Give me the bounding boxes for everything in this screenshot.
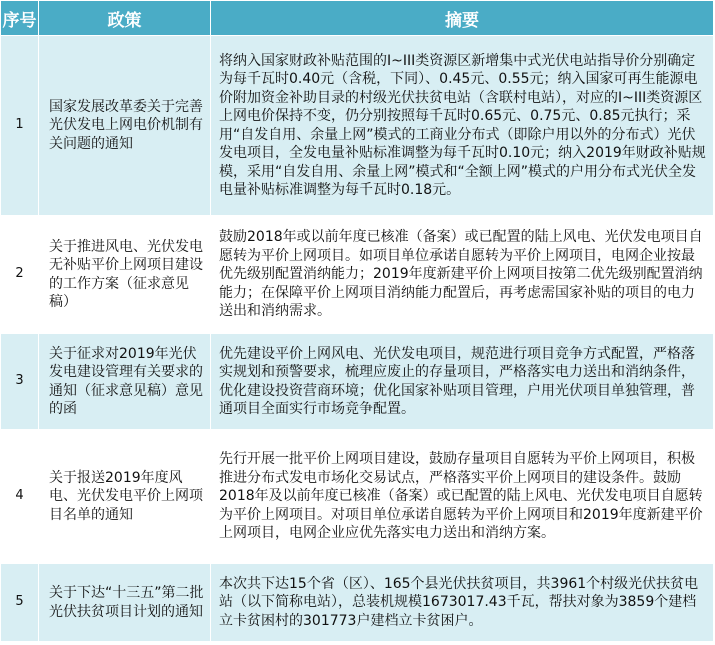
- row-policy: 关于下达“十三五”第二批光伏扶贫项目计划的通知: [39, 564, 211, 642]
- row-summary: 将纳入国家财政补贴范围的I~III类资源区新增集中式光伏电站指导价分别确定为每千瓦时0.40元（含税，下同）、0.45元、0.55元；纳入国家可再生能源电价附加资金补助目录的村级光伏扶贫电站（含联村电站），对应的I~III类资源区上网电价保持不变，仍分别按照每千瓦时0.65元、0.75元、0.85元执行；采用“自发自用、余量上网”模式的工商业分布式（即除户用以外的分布式）光伏发电项目，全发电量补贴标准调整为每千瓦时0.10元；纳入2019年财政补贴规模，采用“自发自用、余量上网”模式和“全额上网”模式的户用分布式光伏全发电量补贴标准调整为每千瓦时0.18元。: [211, 36, 714, 216]
- row-policy: 关于征求对2019年光伏发电建设管理有关要求的通知（征求意见稿）意见的函: [39, 334, 211, 430]
- row-summary: 鼓励2018年或以前年度已核准（备案）或已配置的陆上风电、光伏发电项目自愿转为平价上网项目。如项目单位承诺自愿转为平价上网项目，电网企业按最优先级别配置消纳能力；2019年度新建平价上网项目按第二优先级别配置消纳能力；在保障平价上网项目消纳能力配置后，再考虑需国家补贴的项目的电力送出和消纳需求。: [211, 216, 714, 334]
- header-policy: 政策: [39, 1, 211, 36]
- header-row: [1, 1, 714, 36]
- row-index: 2: [1, 216, 39, 334]
- row-policy: 关于推进风电、光伏发电无补贴平价上网项目建设的工作方案（征求意见稿）: [39, 216, 211, 334]
- row-policy: 国家发展改革委关于完善光伏发电上网电价机制有关问题的通知: [39, 36, 211, 216]
- table-row: [1, 36, 714, 216]
- table-row: [1, 216, 714, 334]
- table-row: [1, 430, 714, 564]
- row-index: 5: [1, 564, 39, 642]
- row-summary: 优先建设平价上网风电、光伏发电项目，规范进行项目竞争方式配置，严格落实规划和预警要求，梳理应废止的存量项目，严格落实电力送出和消纳条件，优化建设投资营商环境；优化国家补贴项目管理，户用光伏项目单独管理，普通项目全面实行市场竞争配置。: [211, 334, 714, 430]
- table-row: [1, 564, 714, 642]
- row-policy: 关于报送2019年度风电、光伏发电平价上网项目名单的通知: [39, 430, 211, 564]
- row-index: 4: [1, 430, 39, 564]
- table-row: [1, 334, 714, 430]
- row-index: 1: [1, 36, 39, 216]
- header-summary: 摘要: [211, 1, 714, 36]
- row-index: 3: [1, 334, 39, 430]
- row-summary: 本次共下达15个省（区）、165个县光伏扶贫项目，共3961个村级光伏扶贫电站（以下简称电站），总装机规模1673017.43千瓦，帮扶对象为3859个建档立卡贫困村的301773户建档立卡贫困户。: [211, 564, 714, 642]
- header-index: 序号: [1, 1, 39, 36]
- row-summary: 先行开展一批平价上网项目建设，鼓励存量项目自愿转为平价上网项目，积极推进分布式发电市场化交易试点，严格落实平价上网项目的建设条件。鼓励2018年及以前年度已核准（备案）或已配置的陆上风电、光伏发电项目自愿转为平价上网项目。对项目单位承诺自愿转为平价上网项目和2019年度新建平价上网项目，电网企业应优先落实电力送出和消纳方案。: [211, 430, 714, 564]
